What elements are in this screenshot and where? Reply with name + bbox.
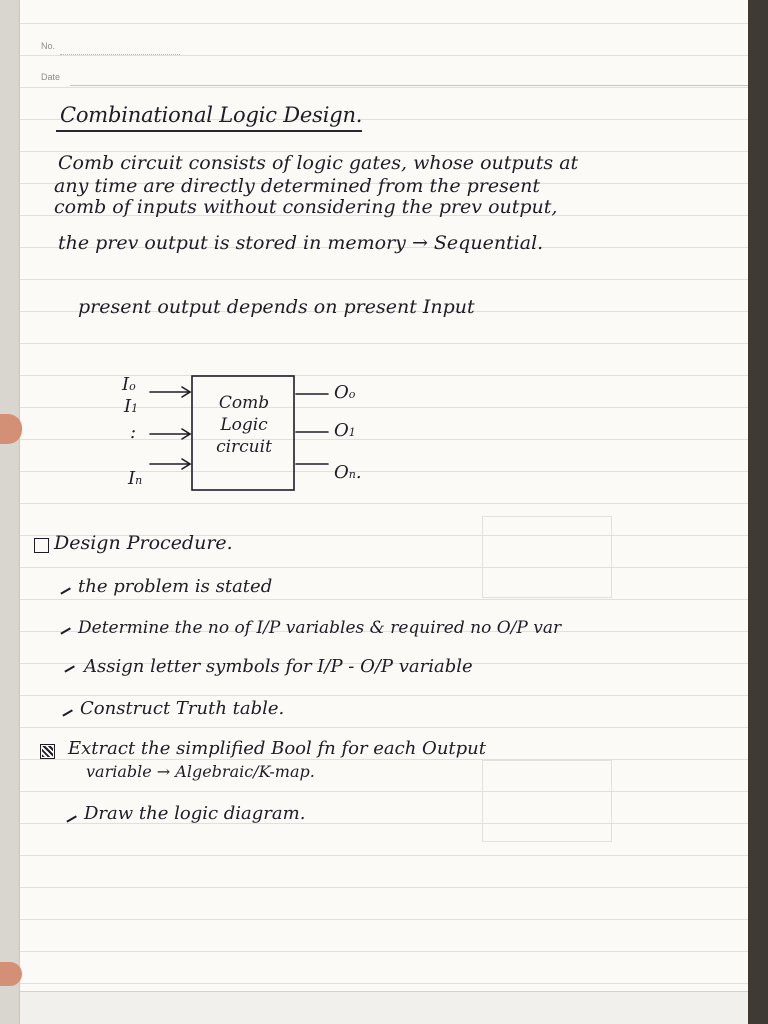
input-i0-label: Io bbox=[122, 374, 136, 395]
procedure-step: the problem is stated bbox=[78, 576, 273, 597]
statement-text: present output depends on present Input bbox=[78, 296, 475, 318]
procedure-step: Construct Truth table. bbox=[80, 698, 285, 719]
procedure-step: Determine the no of I/P variables & required no O/P var bbox=[78, 618, 562, 638]
output-o1-label: O1 bbox=[334, 420, 356, 441]
finger bbox=[0, 962, 22, 986]
paragraph-line: comb of inputs without considering the prev output, bbox=[54, 196, 558, 218]
paragraph-line: Comb circuit consists of logic gates, whose outputs at bbox=[58, 152, 579, 174]
input-i1-label: I1 bbox=[124, 396, 139, 417]
step-bullet bbox=[62, 709, 72, 716]
notebook-page bbox=[20, 0, 748, 1024]
no-line bbox=[60, 54, 180, 55]
title-underline bbox=[56, 130, 362, 132]
step-bullet bbox=[64, 665, 74, 672]
procedure-step: Draw the logic diagram. bbox=[84, 803, 306, 824]
paragraph-line: the prev output is stored in memory → Sequential. bbox=[58, 232, 544, 254]
procedure-step: Assign letter symbols for I/P - O/P variable bbox=[84, 656, 473, 677]
combinational-circuit-diagram bbox=[100, 360, 430, 510]
procedure-step-continuation: variable → Algebraic/K-map. bbox=[86, 762, 315, 781]
date-label: Date bbox=[41, 72, 61, 82]
procedure-step: Extract the simplified Bool fn for each Output bbox=[68, 738, 486, 759]
paragraph-line: any time are directly determined from the present bbox=[54, 175, 541, 197]
no-label: No. bbox=[41, 41, 56, 51]
output-o0-label: Oo bbox=[334, 382, 356, 403]
circuit-box-label: Comb Logic circuit bbox=[216, 393, 272, 458]
page-title: Combinational Logic Design. bbox=[60, 103, 363, 127]
output-on-label: On. bbox=[334, 462, 362, 483]
finger bbox=[0, 414, 22, 444]
bleed-through-grid bbox=[482, 516, 612, 598]
procedure-heading: Design Procedure. bbox=[54, 532, 233, 554]
date-line bbox=[70, 85, 748, 86]
next-page-edge bbox=[20, 991, 748, 1024]
step-bullet bbox=[66, 815, 76, 822]
notebook-binding-edge bbox=[748, 0, 768, 1024]
step-bullet bbox=[60, 587, 70, 594]
extract-step-checkbox bbox=[40, 744, 55, 759]
procedure-checkbox bbox=[34, 538, 49, 553]
input-dots: : bbox=[130, 422, 137, 443]
step-bullet bbox=[60, 627, 70, 634]
bleed-through-grid bbox=[482, 760, 612, 842]
input-in-label: In bbox=[128, 468, 143, 489]
